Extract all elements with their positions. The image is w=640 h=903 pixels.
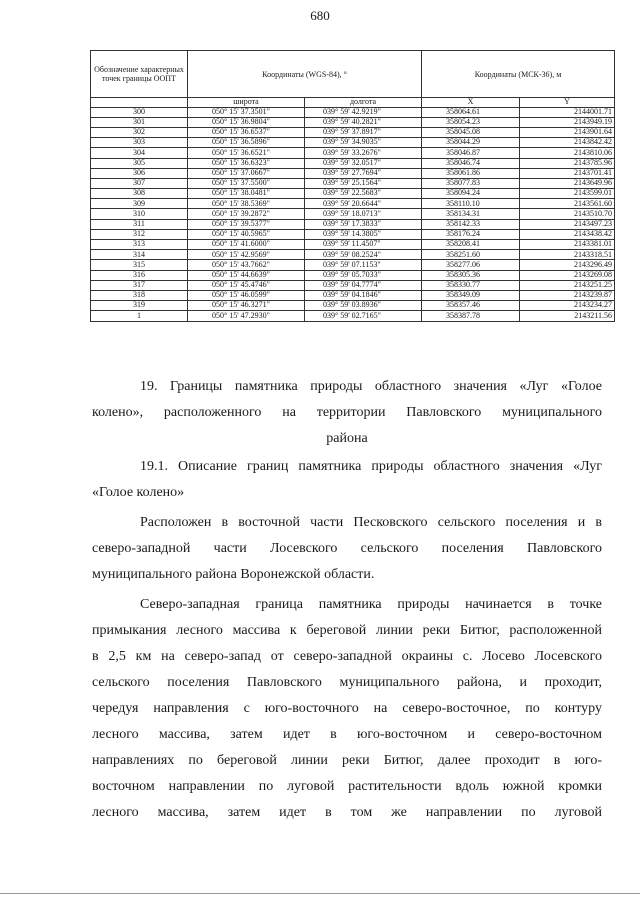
cell-latitude: 050° 15' 36.6323" <box>188 158 305 168</box>
cell-y-coord: 2143649.96 <box>520 178 615 188</box>
cell-y-coord: 2143701.41 <box>520 168 615 178</box>
cell-y-coord: 2143318.51 <box>520 250 615 260</box>
cell-latitude: 050° 15' 37.3501" <box>188 107 305 117</box>
table-row <box>91 138 615 148</box>
cell-x-coord: 358349.09 <box>422 290 520 300</box>
table-row <box>91 189 615 199</box>
cell-latitude: 050° 15' 37.0667" <box>188 168 305 178</box>
para2-line-2: примыкания лесного массива к береговой линии реки Битюг, расположенной <box>92 623 602 638</box>
table-row <box>91 301 615 311</box>
para1-line-3: муниципального района Воронежской области. <box>92 567 375 582</box>
cell-x-coord: 358044.29 <box>422 138 520 148</box>
cell-y-coord: 2143251.25 <box>520 280 615 290</box>
cell-longitude: 039° 59' 20.6644" <box>305 199 422 209</box>
header-empty <box>91 98 188 108</box>
cell-y-coord: 2143949.19 <box>520 117 615 127</box>
cell-point-id: 300 <box>91 107 188 117</box>
cell-latitude: 050° 15' 36.9804" <box>188 117 305 127</box>
cell-longitude: 039° 59' 14.3805" <box>305 229 422 239</box>
table-row <box>91 260 615 270</box>
cell-x-coord: 358142.33 <box>422 219 520 229</box>
section-text <box>92 374 602 826</box>
cell-latitude: 050° 15' 39.5377" <box>188 219 305 229</box>
cell-x-coord: 358251.60 <box>422 250 520 260</box>
cell-x-coord: 358277.06 <box>422 260 520 270</box>
cell-y-coord: 2143296.49 <box>520 260 615 270</box>
table-row <box>91 168 615 178</box>
section-heading-line-1: 19. Границы памятника природы областного значения «Луг «Голое <box>140 379 602 394</box>
cell-y-coord: 2143842.42 <box>520 138 615 148</box>
para2-line-7: направлениях по береговой линии реки Битюг, далее проходит в юго- <box>92 753 602 768</box>
cell-y-coord: 2143901.64 <box>520 127 615 137</box>
table-row <box>91 127 615 137</box>
cell-point-id: 315 <box>91 260 188 270</box>
cell-y-coord: 2143234.27 <box>520 301 615 311</box>
cell-latitude: 050° 15' 36.6521" <box>188 148 305 158</box>
cell-longitude: 039° 59' 25.1564" <box>305 178 422 188</box>
table-row <box>91 178 615 188</box>
header-x: X <box>422 98 520 108</box>
table-row <box>91 311 615 321</box>
cell-latitude: 050° 15' 41.6000" <box>188 240 305 250</box>
cell-point-id: 310 <box>91 209 188 219</box>
table-row <box>91 250 615 260</box>
cell-latitude: 050° 15' 39.2872" <box>188 209 305 219</box>
cell-point-id: 313 <box>91 240 188 250</box>
cell-x-coord: 358064.61 <box>422 107 520 117</box>
cell-point-id: 312 <box>91 229 188 239</box>
para1-line-2: северо-западной части Лосевского сельского поселения Павловского <box>92 541 602 556</box>
cell-x-coord: 358357.46 <box>422 301 520 311</box>
cell-x-coord: 358077.83 <box>422 178 520 188</box>
cell-latitude: 050° 15' 47.2930" <box>188 311 305 321</box>
cell-point-id: 316 <box>91 270 188 280</box>
cell-y-coord: 2143239.87 <box>520 290 615 300</box>
cell-longitude: 039° 59' 34.9035" <box>305 138 422 148</box>
table-row <box>91 209 615 219</box>
cell-longitude: 039° 59' 42.9219" <box>305 107 422 117</box>
cell-x-coord: 358387.78 <box>422 311 520 321</box>
subheading-line-1: 19.1. Описание границ памятника природы областного значения «Луг <box>140 459 602 474</box>
para2-line-5: чередуя направления с юго-восточного на северо-восточное, по контуру <box>92 701 602 716</box>
cell-y-coord: 2143211.56 <box>520 311 615 321</box>
cell-y-coord: 2143381.01 <box>520 240 615 250</box>
cell-latitude: 050° 15' 37.5500" <box>188 178 305 188</box>
cell-longitude: 039° 59' 17.3833" <box>305 219 422 229</box>
cell-y-coord: 2143438.42 <box>520 229 615 239</box>
cell-y-coord: 2143269.08 <box>520 270 615 280</box>
cell-y-coord: 2143510.70 <box>520 209 615 219</box>
table-header-row <box>91 51 615 98</box>
cell-point-id: 1 <box>91 311 188 321</box>
cell-latitude: 050° 15' 42.9569" <box>188 250 305 260</box>
cell-latitude: 050° 15' 40.5965" <box>188 229 305 239</box>
table-row <box>91 117 615 127</box>
cell-point-id: 301 <box>91 117 188 127</box>
cell-longitude: 039° 59' 02.7165" <box>305 311 422 321</box>
table-subheader-row <box>91 98 615 108</box>
table-row <box>91 270 615 280</box>
table-row <box>91 158 615 168</box>
cell-point-id: 308 <box>91 189 188 199</box>
para2-line-3: в 2,5 км на северо-запад от северо-западной окраины с. Лосево Лосевского <box>92 649 602 664</box>
cell-x-coord: 358045.08 <box>422 127 520 137</box>
cell-latitude: 050° 15' 38.0481" <box>188 189 305 199</box>
cell-x-coord: 358305.36 <box>422 270 520 280</box>
cell-longitude: 039° 59' 05.7033" <box>305 270 422 280</box>
cell-longitude: 039° 59' 04.1846" <box>305 290 422 300</box>
table-row <box>91 148 615 158</box>
header-msk36: Координаты (МСК-36), м <box>422 51 615 98</box>
para1-line-1: Расположен в восточной части Песковского сельского поселения и в <box>140 515 602 530</box>
cell-x-coord: 358046.87 <box>422 148 520 158</box>
header-wgs84: Координаты (WGS-84), ° <box>188 51 422 98</box>
header-latitude: широта <box>188 98 305 108</box>
header-y: Y <box>520 98 615 108</box>
cell-latitude: 050° 15' 36.5896" <box>188 138 305 148</box>
cell-longitude: 039° 59' 32.0517" <box>305 158 422 168</box>
table-row <box>91 240 615 250</box>
cell-x-coord: 358330.77 <box>422 280 520 290</box>
table-row <box>91 229 615 239</box>
cell-x-coord: 358054.23 <box>422 117 520 127</box>
cell-latitude: 050° 15' 36.6537" <box>188 127 305 137</box>
cell-point-id: 303 <box>91 138 188 148</box>
cell-point-id: 302 <box>91 127 188 137</box>
cell-x-coord: 358110.10 <box>422 199 520 209</box>
cell-longitude: 039° 59' 07.1153" <box>305 260 422 270</box>
para2-line-4: сельского поселения Павловского муниципального района, и проходит, <box>92 675 602 690</box>
cell-latitude: 050° 15' 43.7662" <box>188 260 305 270</box>
para2-line-6: лесного массива, затем идет в юго-восточном и северо-восточном <box>92 727 602 742</box>
header-point-designation: Обозначение характерных точек границы ООПТ <box>91 51 188 98</box>
cell-x-coord: 358061.86 <box>422 168 520 178</box>
table-row <box>91 280 615 290</box>
cell-y-coord: 2143497.23 <box>520 219 615 229</box>
cell-longitude: 039° 59' 18.0713" <box>305 209 422 219</box>
table-row <box>91 107 615 117</box>
cell-point-id: 314 <box>91 250 188 260</box>
cell-point-id: 317 <box>91 280 188 290</box>
cell-latitude: 050° 15' 46.0599" <box>188 290 305 300</box>
coordinates-table <box>90 50 615 322</box>
cell-point-id: 309 <box>91 199 188 209</box>
cell-longitude: 039° 59' 04.7774" <box>305 280 422 290</box>
subheading-line-2: «Голое колено» <box>92 485 185 500</box>
section-heading-line-2: колено», расположенного на территории Павловского муниципального <box>92 405 602 420</box>
cell-longitude: 039° 59' 11.4507" <box>305 240 422 250</box>
cell-y-coord: 2144001.71 <box>520 107 615 117</box>
table-row <box>91 290 615 300</box>
cell-longitude: 039° 59' 40.2821" <box>305 117 422 127</box>
cell-longitude: 039° 59' 33.2676" <box>305 148 422 158</box>
cell-latitude: 050° 15' 38.5369" <box>188 199 305 209</box>
cell-point-id: 305 <box>91 158 188 168</box>
cell-point-id: 304 <box>91 148 188 158</box>
page-number: 680 <box>310 8 330 23</box>
cell-y-coord: 2143561.60 <box>520 199 615 209</box>
cell-longitude: 039° 59' 22.5683" <box>305 189 422 199</box>
cell-latitude: 050° 15' 44.6639" <box>188 270 305 280</box>
para2-line-9: лесного массива, затем идет в том же направлении по луговой <box>92 805 602 820</box>
para2-line-1: Северо-западная граница памятника природы начинается в точке <box>140 597 602 612</box>
para2-line-8: восточном направлении по луговой растительности вдоль южной кромки <box>92 779 602 794</box>
cell-point-id: 306 <box>91 168 188 178</box>
cell-longitude: 039° 59' 08.2524" <box>305 250 422 260</box>
cell-x-coord: 358208.41 <box>422 240 520 250</box>
cell-longitude: 039° 59' 37.8917" <box>305 127 422 137</box>
cell-x-coord: 358176.24 <box>422 229 520 239</box>
cell-x-coord: 358046.74 <box>422 158 520 168</box>
cell-longitude: 039° 59' 27.7694" <box>305 168 422 178</box>
table-row <box>91 219 615 229</box>
cell-point-id: 307 <box>91 178 188 188</box>
table-row <box>91 199 615 209</box>
cell-point-id: 318 <box>91 290 188 300</box>
cell-x-coord: 358134.31 <box>422 209 520 219</box>
cell-y-coord: 2143599.01 <box>520 189 615 199</box>
cell-y-coord: 2143785.96 <box>520 158 615 168</box>
section-heading-line-3: района <box>326 431 368 446</box>
cell-latitude: 050° 15' 46.3271" <box>188 301 305 311</box>
page-bottom-rule <box>0 893 640 894</box>
cell-longitude: 039° 59' 03.8936" <box>305 301 422 311</box>
table-body <box>91 107 615 321</box>
cell-point-id: 311 <box>91 219 188 229</box>
header-longitude: долгота <box>305 98 422 108</box>
cell-x-coord: 358094.24 <box>422 189 520 199</box>
cell-y-coord: 2143810.06 <box>520 148 615 158</box>
cell-latitude: 050° 15' 45.4746" <box>188 280 305 290</box>
cell-point-id: 319 <box>91 301 188 311</box>
